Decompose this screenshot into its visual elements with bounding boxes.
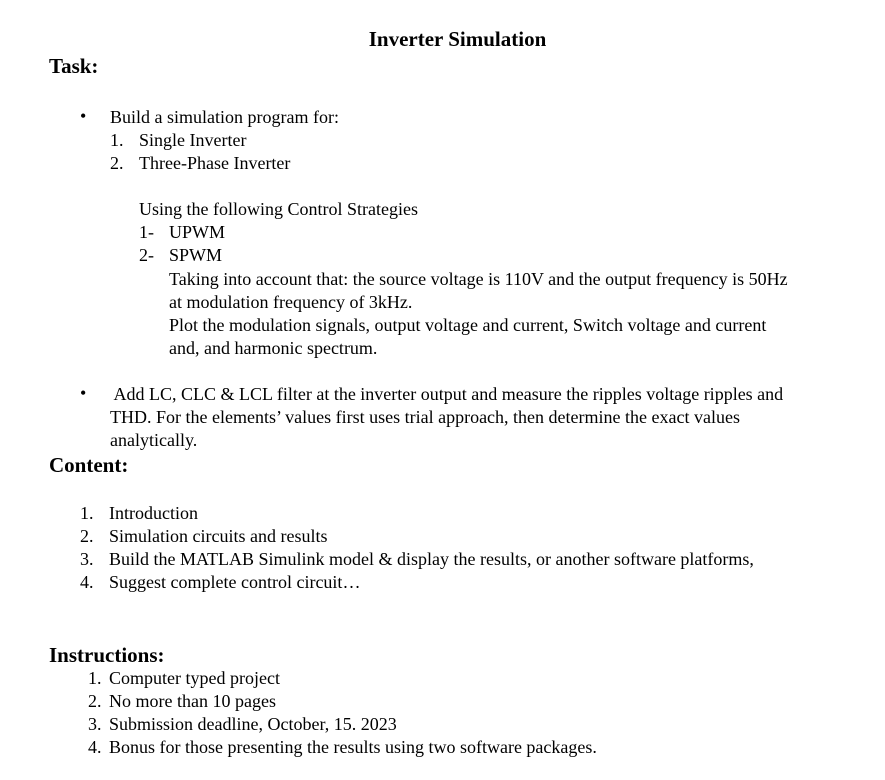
list-number: 1. [80,503,94,523]
note-line: Plot the modulation signals, output voltage and current, Switch voltage and current [169,315,767,335]
list-item [110,152,290,175]
list-text: No more than 10 pages [109,691,276,711]
list-text: Single Inverter [139,130,247,150]
list-text: Simulation circuits and results [109,526,328,546]
task-heading: Task: [49,54,99,78]
list-number: 2. [88,691,102,711]
list-item [110,129,246,152]
list-item [88,690,276,713]
strategies-intro: Using the following Control Strategies [139,199,418,219]
list-item [88,713,397,736]
filter-line: analytically. [110,430,198,450]
filter-line: THD. For the elements’ values first uses trial approach, then determine the exact values [110,407,740,427]
bullet-icon: • [80,106,87,126]
list-number: 2. [110,153,124,173]
list-text: Computer typed project [109,668,280,688]
list-number: 2- [139,245,154,265]
list-text: SPWM [169,245,223,265]
list-item [88,736,597,759]
list-number: 3. [80,549,94,569]
list-text: Suggest complete control circuit… [109,572,361,592]
list-text: Submission deadline, October, 15. 2023 [109,714,397,734]
page-title: Inverter Simulation [368,27,547,51]
list-number: 4. [80,572,94,592]
list-number: 4. [88,737,102,757]
filter-line: Add LC, CLC & LCL filter at the inverter output and measure the ripples voltage ripples and [110,384,784,404]
note-line: and, and harmonic spectrum. [169,338,378,358]
list-number: 1- [139,222,154,242]
note-line: Taking into account that: the source voltage is 110V and the output frequency is 50Hz [169,269,788,289]
content-heading: Content: [49,453,129,477]
list-text: Bonus for those presenting the results using two software packages. [109,737,597,757]
list-text: UPWM [169,222,226,242]
instructions-heading: Instructions: [49,643,165,667]
list-text: Introduction [109,503,198,523]
list-item [80,548,754,571]
list-number: 1. [88,668,102,688]
list-text: Three-Phase Inverter [139,153,291,173]
list-number: 2. [80,526,94,546]
list-item [139,221,225,244]
list-number: 1. [110,130,124,150]
list-item [88,667,280,690]
list-text: Build the MATLAB Simulink model & display the results, or another software platforms, [109,549,754,569]
list-item [139,244,222,267]
list-item [80,525,327,548]
list-item [80,571,360,594]
bullet-icon: • [80,383,87,403]
list-number: 3. [88,714,102,734]
task-intro: Build a simulation program for: [110,107,339,127]
note-line: at modulation frequency of 3kHz. [169,292,413,312]
list-item [80,502,198,525]
